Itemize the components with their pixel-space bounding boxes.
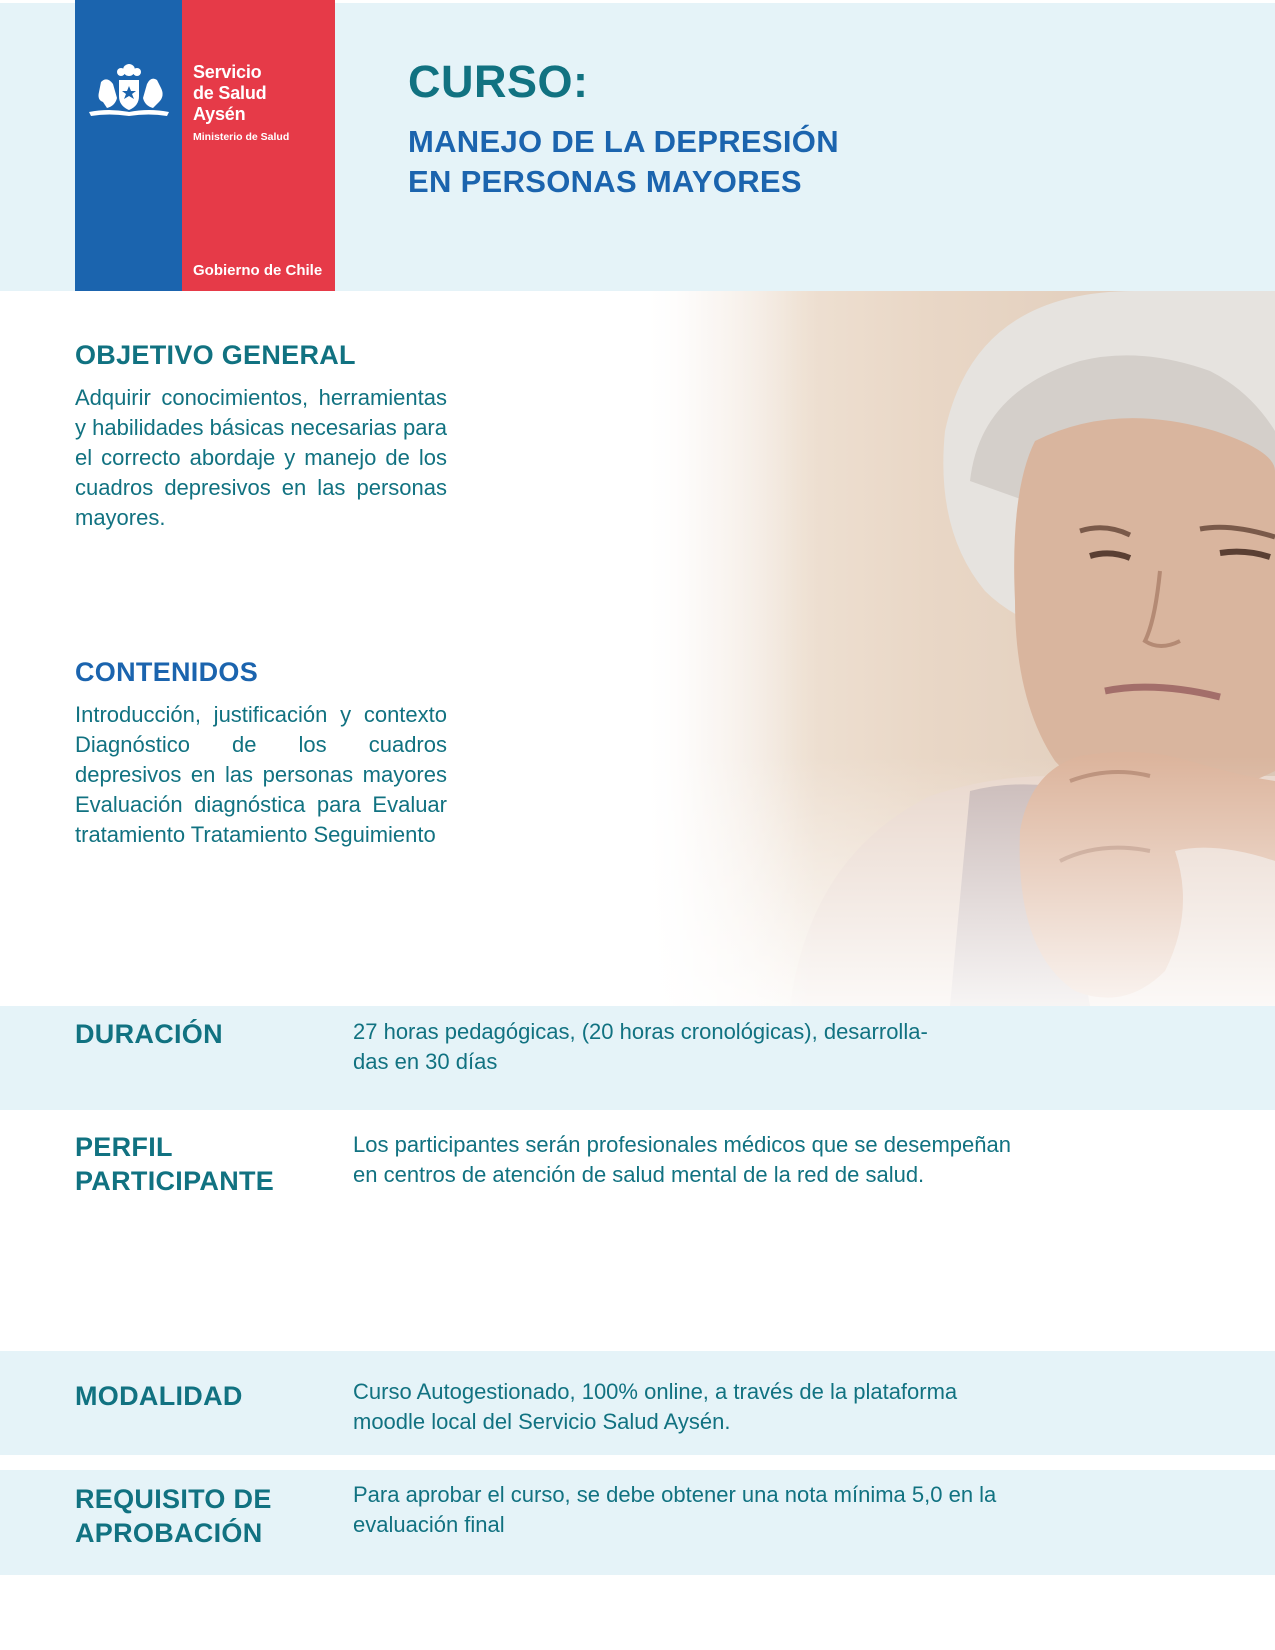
course-title: MANEJO DE LA DEPRESIÓN EN PERSONAS MAYORES (408, 124, 839, 199)
modalidad-label: MODALIDAD (75, 1381, 243, 1411)
requisito-label: REQUISITO DE APROBACIÓN (75, 1484, 272, 1548)
org-name: Servicio de Salud Aysén (193, 62, 267, 124)
detail-row-requisito (0, 1470, 1275, 1575)
objetivo-section (75, 340, 447, 533)
detail-row-duracion (0, 1006, 1275, 1110)
objetivo-text: Adquirir conocimientos, herramientas y habilidades básicas necesarias para el correcto abordaje y manejo de los cuadros depresivos en las personas mayores. (75, 385, 447, 530)
ministry-name: Ministerio de Salud (193, 131, 290, 143)
government-name: Gobierno de Chile (193, 262, 323, 279)
logo-blue-block (75, 0, 182, 291)
objetivo-title: OBJETIVO GENERAL (75, 340, 356, 370)
requisito-text: Para aprobar el curso, se debe obtener una nota mínima 5,0 en la evaluación final (353, 1482, 997, 1537)
older-woman-photo (640, 291, 1275, 1006)
gobierno-logo (75, 0, 335, 291)
photo-fade-overlay (640, 291, 1275, 1006)
detail-row-perfil (0, 1110, 1275, 1350)
contenidos-text: Introducción, justificación y contexto Diagnóstico de los cuadros depresivos en las personas mayores Evaluación diagnóstica para Evaluar tratamiento Tratamiento Seguimiento (75, 702, 447, 847)
contenidos-title: CONTENIDOS (75, 657, 259, 687)
modalidad-text: Curso Autogestionado, 100% online, a través de la plataforma moodle local del Servicio Salud Aysén. (353, 1379, 958, 1434)
contenidos-section (75, 657, 447, 850)
perfil-text: Los participantes serán profesionales médicos que se desempeñan en centros de atención de salud mental de la red de salud. (353, 1132, 1011, 1187)
course-label: CURSO: (408, 56, 589, 107)
duracion-text: 27 horas pedagógicas, (20 horas cronológicas), desarrolla- das en 30 días (353, 1019, 928, 1074)
detail-row-modalidad (0, 1351, 1275, 1455)
perfil-label: PERFIL PARTICIPANTE (75, 1132, 275, 1196)
chile-coat-of-arms-icon (85, 62, 173, 128)
duracion-label: DURACIÓN (75, 1019, 223, 1049)
logo-red-block (182, 0, 335, 291)
